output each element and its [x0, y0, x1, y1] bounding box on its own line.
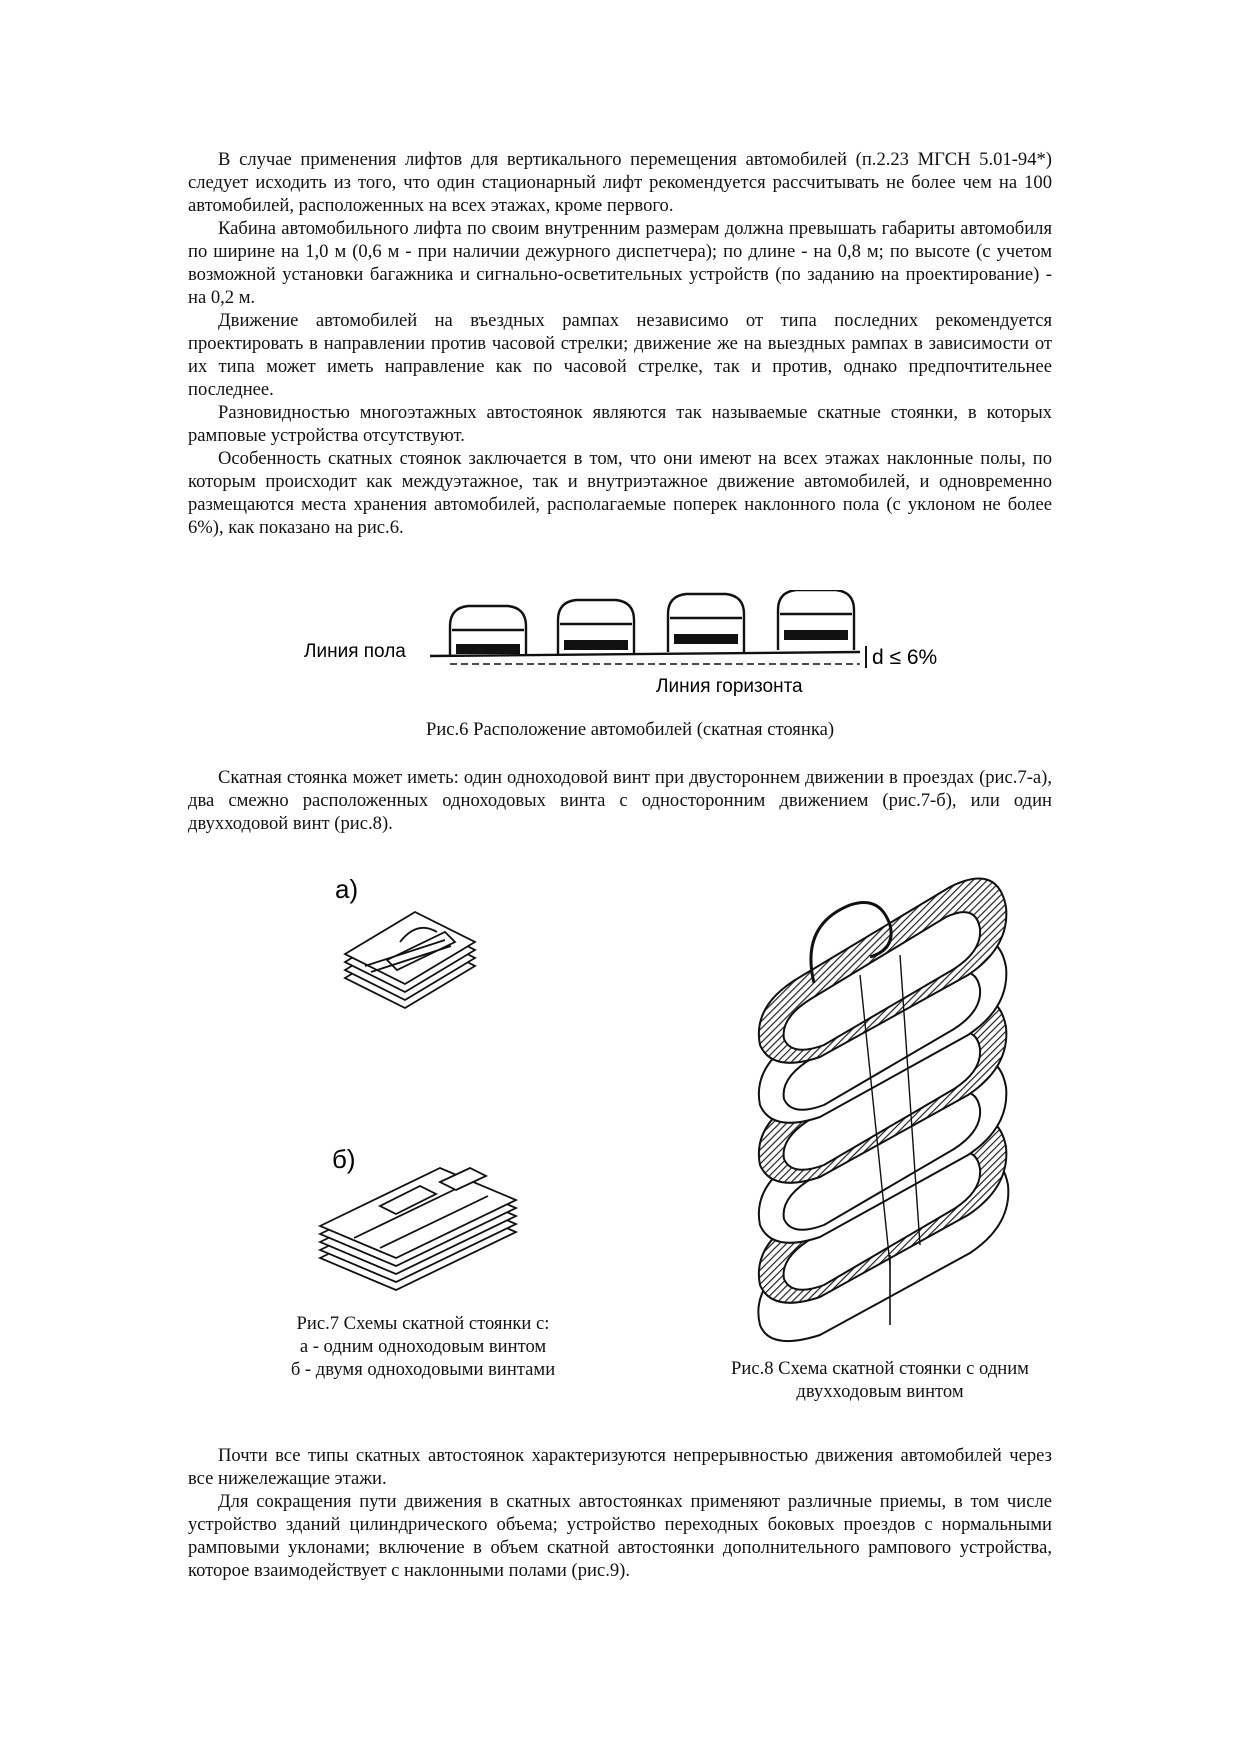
text-block-top: [188, 148, 1052, 539]
text-block-bottom: [188, 1444, 1052, 1582]
text-block-middle: [188, 766, 1052, 835]
car-4: [778, 590, 854, 650]
paragraph: Скатная стоянка может иметь: один одноходовой винт при двустороннем движении в проездах (рис.7-а), два смежно расположенных одноходовых винта с односторонним движением (рис.7-б), или один двухходовой винт (рис.8).: [188, 767, 1052, 834]
figure-7-caption: [258, 1312, 588, 1381]
caption-line: б - двумя одноходовыми винтами: [290, 1359, 556, 1380]
car-2: [558, 600, 634, 654]
caption-line: Рис.8 Схема скатной стоянки с одним: [731, 1358, 1029, 1379]
horizon-line-label: Линия горизонта: [656, 676, 803, 697]
caption-line: а - одним одноходовым винтом: [299, 1336, 547, 1357]
paragraph: Особенность скатных стоянок заключается в том, что они имеют на всех этажах наклонные полы, по которым происходит как междуэтажное, так и внутриэтажное движение автомобилей, и одновременно размещаются места хранения автомобилей, располагаемые поперек наклонного пола (с уклоном не более 6%), как показано на рис.6.: [188, 448, 1052, 538]
figure-7b-label: б): [332, 1144, 356, 1174]
figure-8-double-helix-scheme: [740, 865, 1030, 1345]
paragraph: Кабина автомобильного лифта по своим внутренним размерам должна превышать габариты автомобиля по ширине на 1,0 м (0,6 м - при наличии дежурного диспетчера); по длине - на 0,8 м; по высоте (с учетом возможной установки багажника и сигнально-осветительных устройств (по заданию на проектирование) - на 0,2 м.: [188, 218, 1052, 308]
paragraph: В случае применения лифтов для вертикального перемещения автомобилей (п.2.23 МГСН 5.01-94*) следует исходить из того, что один стационарный лифт рекомендуется рассчитывать не более чем на 100 автомобилей, расположенных на всех этажах, кроме первого.: [188, 149, 1052, 216]
figure-6-caption: Рис.6 Расположение автомобилей (скатная стоянка): [425, 719, 835, 740]
slope-label: d ≤ 6%: [872, 646, 938, 669]
figure-7a-single-ramp-scheme: [325, 870, 495, 1020]
caption-line: двухходовым винтом: [796, 1381, 964, 1402]
figure-7b-double-ramp-scheme: [310, 1140, 530, 1300]
paragraph: Для сокращения пути движения в скатных автостоянках применяют различные приемы, в том числе устройство зданий цилиндрического объема; устройство переходных боковых проездов с нормальными рамповыми уклонами; включение в объем скатной автостоянки дополнительного рампового устройства, которое взаимодействует с наклонными полами (рис.9).: [188, 1491, 1052, 1581]
caption-line: Рис.7 Схемы скатной стоянки с:: [296, 1313, 550, 1334]
car-3: [668, 594, 744, 652]
figure-8-caption: [700, 1357, 1060, 1403]
floor-line-label: Линия пола: [304, 641, 406, 662]
figure-6-sloped-parking-diagram: [300, 590, 960, 700]
paragraph: Движение автомобилей на въездных рампах независимо от типа последних рекомендуется проектировать в направлении против часовой стрелки; движение же на выездных рампах в зависимости от их типа может иметь направление как по часовой стрелке, так и против, однако предпочтительнее последнее.: [188, 310, 1052, 400]
car-1: [450, 606, 526, 656]
figure-7a-label: а): [335, 874, 359, 904]
paragraph: Разновидностью многоэтажных автостоянок являются так называемые скатные стоянки, в которых рамповые устройства отсутствуют.: [188, 402, 1052, 446]
paragraph: Почти все типы скатных автостоянок характеризуются непрерывностью движения автомобилей через все нижележащие этажи.: [188, 1445, 1052, 1489]
